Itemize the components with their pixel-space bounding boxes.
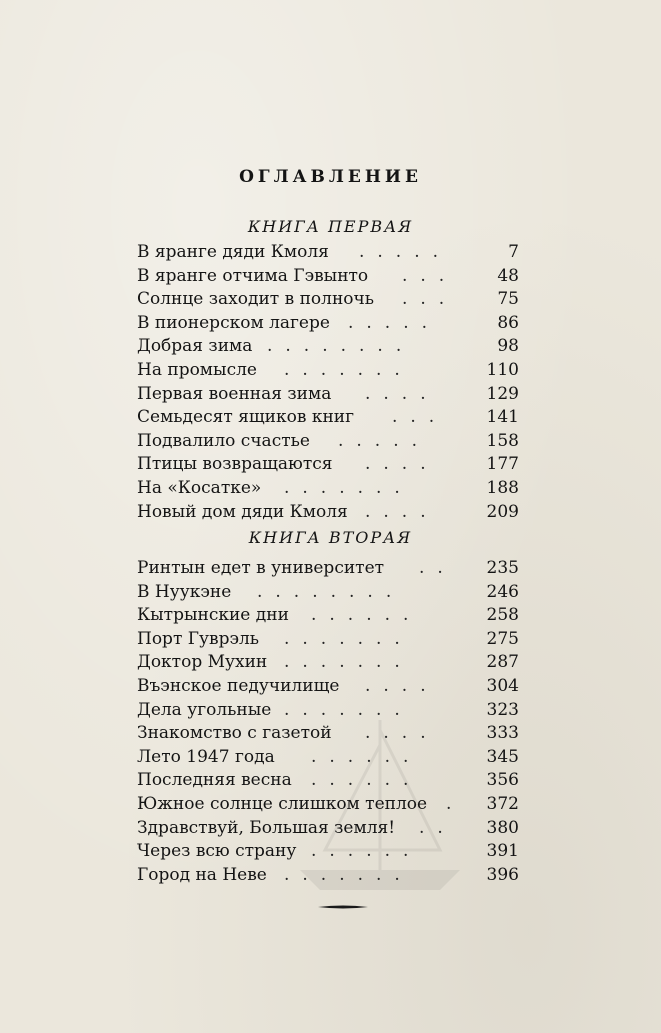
toc-entry <box>137 241 519 265</box>
toc-entry-title: Подвалило счастье <box>137 430 310 451</box>
toc-entry-page: 287 <box>486 652 519 673</box>
toc-entry-page: 345 <box>486 746 519 767</box>
toc-entry <box>137 793 519 817</box>
toc-leader-dots: ....... <box>284 699 413 720</box>
toc-leader-dots: ........ <box>257 581 405 602</box>
toc-entry <box>137 430 519 454</box>
toc-entry-title: Кытрынские дни <box>137 605 289 626</box>
toc-leader-dots: ...... <box>311 746 422 767</box>
toc-leader-dots: ....... <box>284 652 413 673</box>
toc-entry <box>137 604 519 628</box>
toc-entry-title: Порт Гуврэль <box>137 628 260 649</box>
toc-entry-title: На промысле <box>137 359 257 380</box>
toc-entry-title: Южное солнце слишком теплое <box>137 793 428 814</box>
toc-entry <box>137 359 519 383</box>
end-ornament <box>318 905 368 909</box>
toc-entry <box>137 817 519 841</box>
toc-entry <box>137 746 519 770</box>
toc-entry-page: 372 <box>486 793 519 814</box>
toc-entry-title: Дела угольные <box>137 699 272 720</box>
toc-entry-page: 141 <box>486 407 519 428</box>
toc-leader-dots: . <box>446 793 465 814</box>
toc-entry <box>137 335 519 359</box>
toc-entry <box>137 501 519 525</box>
toc-entry <box>137 722 519 746</box>
toc-entry-title: Добрая зима <box>137 336 253 357</box>
toc-entry <box>137 769 519 793</box>
toc-entry-title: В Нуукэне <box>137 581 232 602</box>
toc-leader-dots: .. <box>419 817 456 838</box>
toc-entry <box>137 675 519 699</box>
toc-entry-page: 129 <box>486 383 519 404</box>
toc-entry-page: 246 <box>486 581 519 602</box>
toc-leader-dots: ........ <box>267 336 415 357</box>
toc-entry-page: 258 <box>486 605 519 626</box>
toc-entry-title: Лето 1947 года <box>137 746 275 767</box>
toc-entry <box>137 312 519 336</box>
toc-leader-dots: ..... <box>348 312 441 333</box>
toc-leader-dots: .... <box>365 383 439 404</box>
toc-leader-dots: .. <box>419 558 456 578</box>
toc-entry-title: В яранге дяди Кмоля <box>137 242 329 262</box>
toc-entry-title: Ринтын едет в университет <box>137 558 385 578</box>
toc-entry-page: 110 <box>486 359 519 380</box>
toc-entry-page: 7 <box>508 242 519 262</box>
toc-leader-dots: .... <box>365 501 439 522</box>
toc-entry-page: 275 <box>486 628 519 649</box>
toc-leader-dots: ... <box>402 265 458 286</box>
book-one-toc <box>137 241 519 524</box>
toc-entry-page: 209 <box>486 501 519 522</box>
toc-entry-title: Город на Неве <box>137 864 267 885</box>
toc-entry-title: Доктор Мухин <box>137 652 268 673</box>
toc-entry-title: Семьдесят ящиков книг <box>137 407 355 428</box>
toc-entry-title: На «Косатке» <box>137 477 262 498</box>
book-two-heading: КНИГА ВТОРАЯ <box>248 528 413 547</box>
toc-entry-title: Солнце заходит в полночь <box>137 289 375 310</box>
toc-entry <box>137 840 519 864</box>
toc-entry-page: 333 <box>486 723 519 744</box>
toc-leader-dots: ... <box>402 289 458 310</box>
toc-entry-page: 98 <box>497 336 519 357</box>
toc-entry-title: В яранге отчима Гэвынто <box>137 265 369 286</box>
toc-entry-title: Последняя весна <box>137 770 292 791</box>
toc-leader-dots: .... <box>365 675 439 696</box>
toc-leader-dots: ..... <box>359 242 452 262</box>
toc-leader-dots: ...... <box>311 841 422 862</box>
book-one-heading: КНИГА ПЕРВАЯ <box>247 217 414 236</box>
book-two-toc <box>137 557 519 887</box>
toc-entry <box>137 383 519 407</box>
toc-leader-dots: ..... <box>338 430 431 451</box>
toc-entry <box>137 699 519 723</box>
toc-entry-page: 380 <box>486 817 519 838</box>
toc-leader-dots: .... <box>365 454 439 475</box>
toc-entry-title: В пионерском лагере <box>137 312 330 333</box>
toc-entry-title: Въэнское педучилище <box>137 675 340 696</box>
toc-entry <box>137 864 519 888</box>
toc-entry-page: 304 <box>486 675 519 696</box>
toc-entry-page: 177 <box>486 454 519 475</box>
toc-entry-page: 75 <box>497 289 519 310</box>
toc-entry-title: Птицы возвращаются <box>137 454 333 475</box>
toc-entry-title: Новый дом дяди Кмоля <box>137 501 348 522</box>
toc-entry-page: 158 <box>486 430 519 451</box>
toc-entry <box>137 453 519 477</box>
toc-entry <box>137 628 519 652</box>
toc-entry-page: 396 <box>486 864 519 885</box>
toc-entry-page: 86 <box>497 312 519 333</box>
toc-leader-dots: .... <box>365 723 439 744</box>
toc-entry <box>137 406 519 430</box>
page-title: ОГЛАВЛЕНИЕ <box>239 167 422 188</box>
toc-entry-title: Через всю страну <box>137 841 297 862</box>
toc-entry <box>137 477 519 501</box>
toc-entry <box>137 557 519 581</box>
toc-entry-title: Знакомство с газетой <box>137 723 332 744</box>
toc-leader-dots: ... <box>392 407 448 428</box>
toc-leader-dots: ....... <box>284 628 413 649</box>
toc-leader-dots: ...... <box>311 605 422 626</box>
toc-leader-dots: ....... <box>284 477 413 498</box>
toc-entry-page: 356 <box>486 770 519 791</box>
toc-leader-dots: ...... <box>311 770 422 791</box>
toc-entry <box>137 651 519 675</box>
toc-leader-dots: ....... <box>284 359 413 380</box>
toc-leader-dots: ....... <box>284 864 413 885</box>
toc-entry <box>137 288 519 312</box>
toc-entry-page: 188 <box>486 477 519 498</box>
toc-entry-title: Первая военная зима <box>137 383 332 404</box>
toc-entry <box>137 265 519 289</box>
toc-entry-page: 48 <box>497 265 519 286</box>
toc-entry-page: 323 <box>486 699 519 720</box>
toc-entry-title: Здравствуй, Большая земля! <box>137 817 396 838</box>
toc-entry <box>137 581 519 605</box>
toc-entry-page: 235 <box>486 558 519 578</box>
toc-entry-page: 391 <box>486 841 519 862</box>
